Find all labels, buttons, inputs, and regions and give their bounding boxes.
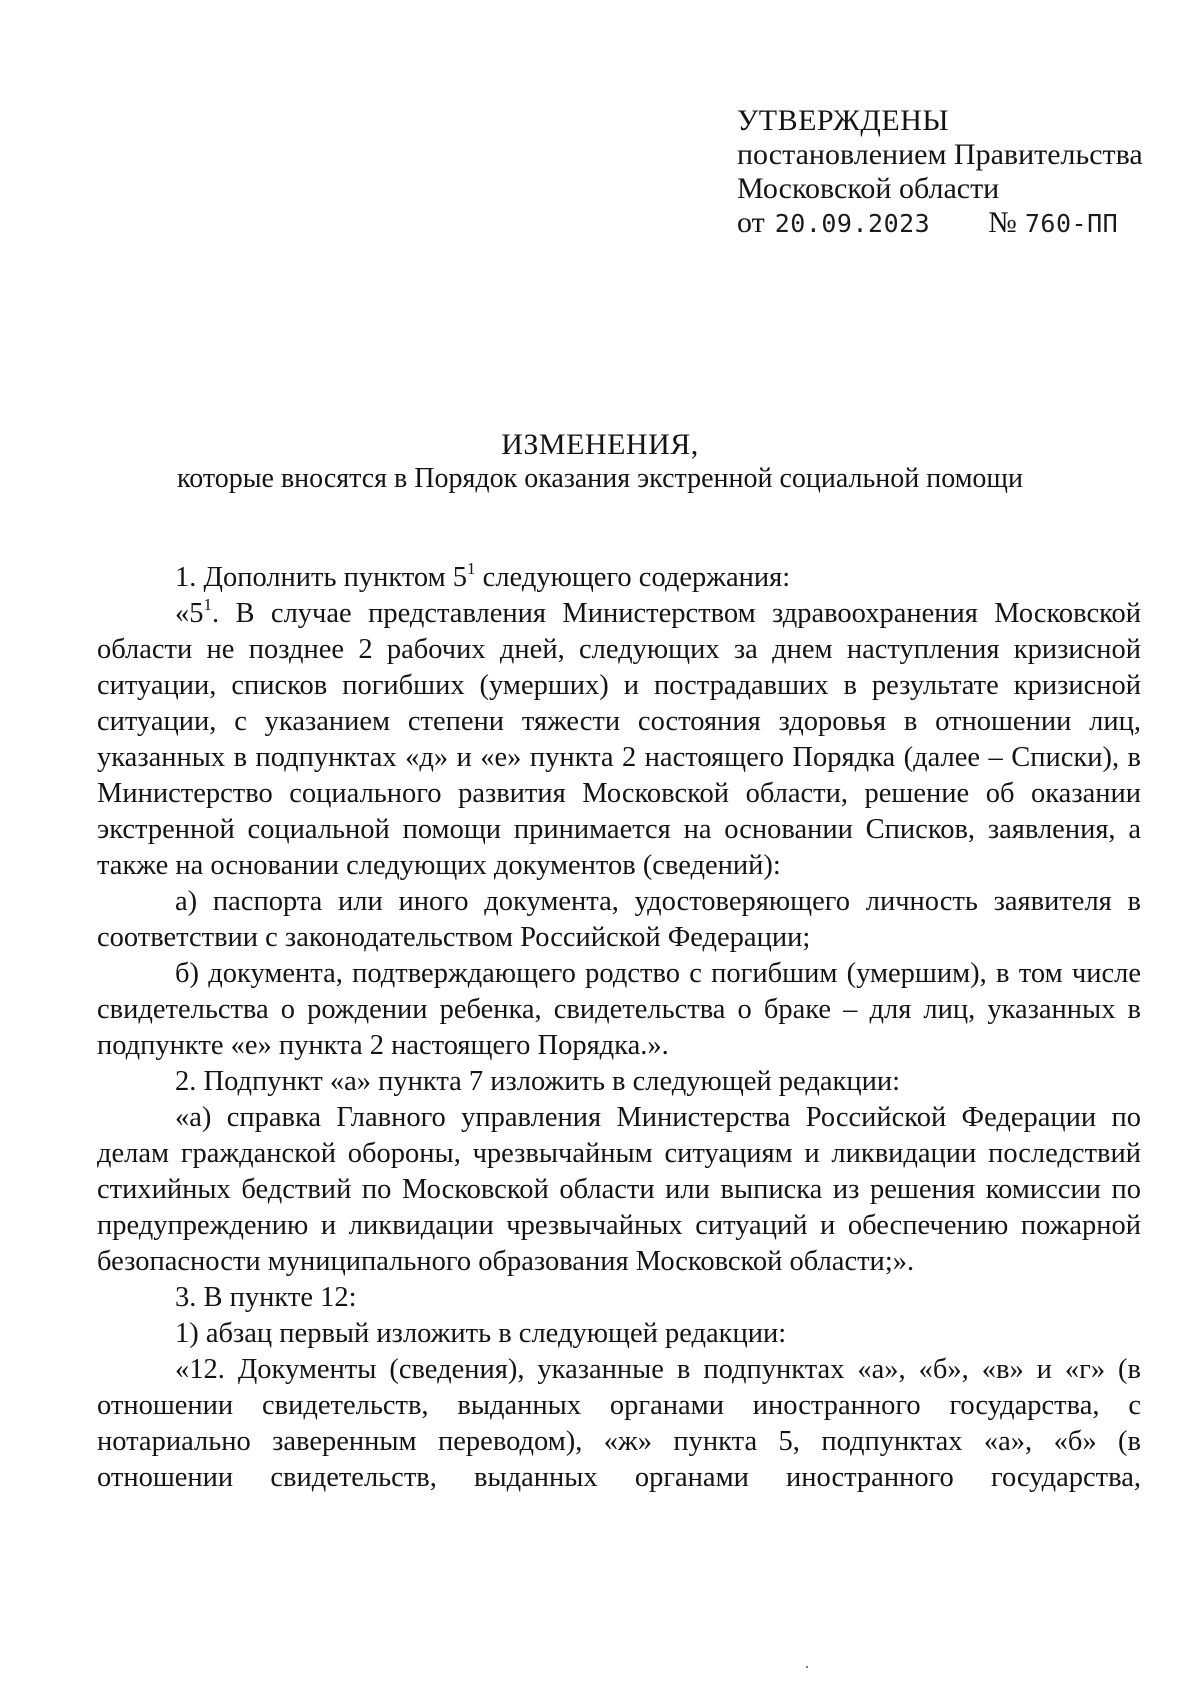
approval-date-prefix: от (737, 206, 765, 239)
approval-block (737, 104, 1157, 241)
paragraph-1 (97, 560, 1141, 596)
scan-speck (806, 1666, 808, 1668)
approval-date: 20.09.2023 (774, 209, 931, 238)
paragraph-6: «а) справка Главного управления Министерства Российской Федерации по делам гражданской обороны, чрезвычайным ситуациям и ликвидации последствий стихийных бедствий по Московской области или выписка из решения комиссии по предупреждению и ликвидации чрезвычайных ситуаций и обеспечению пожарной безопасности муниципального образования Московской области;». (97, 1102, 1141, 1277)
approval-date-number-row (737, 206, 1157, 241)
approval-line-2: Московской области (737, 172, 1000, 205)
paragraph-1-text-a: 1. Дополнить пунктом 5 (175, 562, 468, 593)
approval-title: УТВЕРЖДЕНЫ (737, 104, 950, 137)
paragraph-3: а) паспорта или иного документа, удостоверяющего личность заявителя в соответствии с законодательством Российской Федерации; (97, 886, 1141, 953)
document-body (97, 560, 1141, 1496)
paragraph-4: б) документа, подтверждающего родство с погибшим (умершим), в том числе свидетельства о рождении ребенка, свидетельства о браке – для лиц, указанных в подпункте «е» пункта 2 настоящего Порядка.». (97, 958, 1141, 1061)
approval-number-sign: № (988, 206, 1017, 239)
heading-subtitle: которые вносятся в Порядок оказания экстренной социальной помощи (177, 463, 1023, 494)
paragraph-5: 2. Подпункт «а» пункта 7 изложить в следующей редакции: (175, 1066, 900, 1097)
paragraph-1-text-b: следующего содержания: (475, 562, 791, 593)
approval-line-1: постановлением Правительства (737, 138, 1143, 171)
heading-title: ИЗМЕНЕНИЯ, (501, 428, 699, 461)
paragraph-9: «12. Документы (сведения), указанные в подпунктах «а», «б», «в» и «г» (в отношении свидетельств, выданных органами иностранного государства, с нотариально заверенным переводом), «ж» пункта 5, подпунктах «а», «б» (в отношении свидетельств, выданных органами иностранного государства, (97, 1354, 1141, 1493)
paragraph-2-superscript: 1 (203, 594, 212, 614)
paragraph-2 (97, 596, 1141, 884)
paragraph-8: 1) абзац первый изложить в следующей редакции: (175, 1318, 787, 1349)
paragraph-2-text-a: «5 (175, 598, 204, 629)
paragraph-2-text-b: . В случае представления Министерством здравоохранения Московской области не позднее 2 рабочих дней, следующих за днем наступления кризисной ситуации, списков погибших (умерших) и пострадавших в результате кризисной ситуации, с указанием степени тяжести состояния здоровья в отношении лиц, указанных в подпунктах «д» и «е» пункта 2 настоящего Порядка (далее – Списки), в Министерство социального развития Московской области, решение об оказании экстренной социальной помощи принимается на основании Списков, заявления, а также на основании следующих документов (сведений): (97, 598, 1141, 881)
paragraph-7: 3. В пункте 12: (175, 1282, 357, 1313)
paragraph-1-superscript: 1 (467, 558, 476, 578)
document-heading (0, 428, 1200, 496)
approval-number: 760-ПП (1024, 209, 1119, 238)
